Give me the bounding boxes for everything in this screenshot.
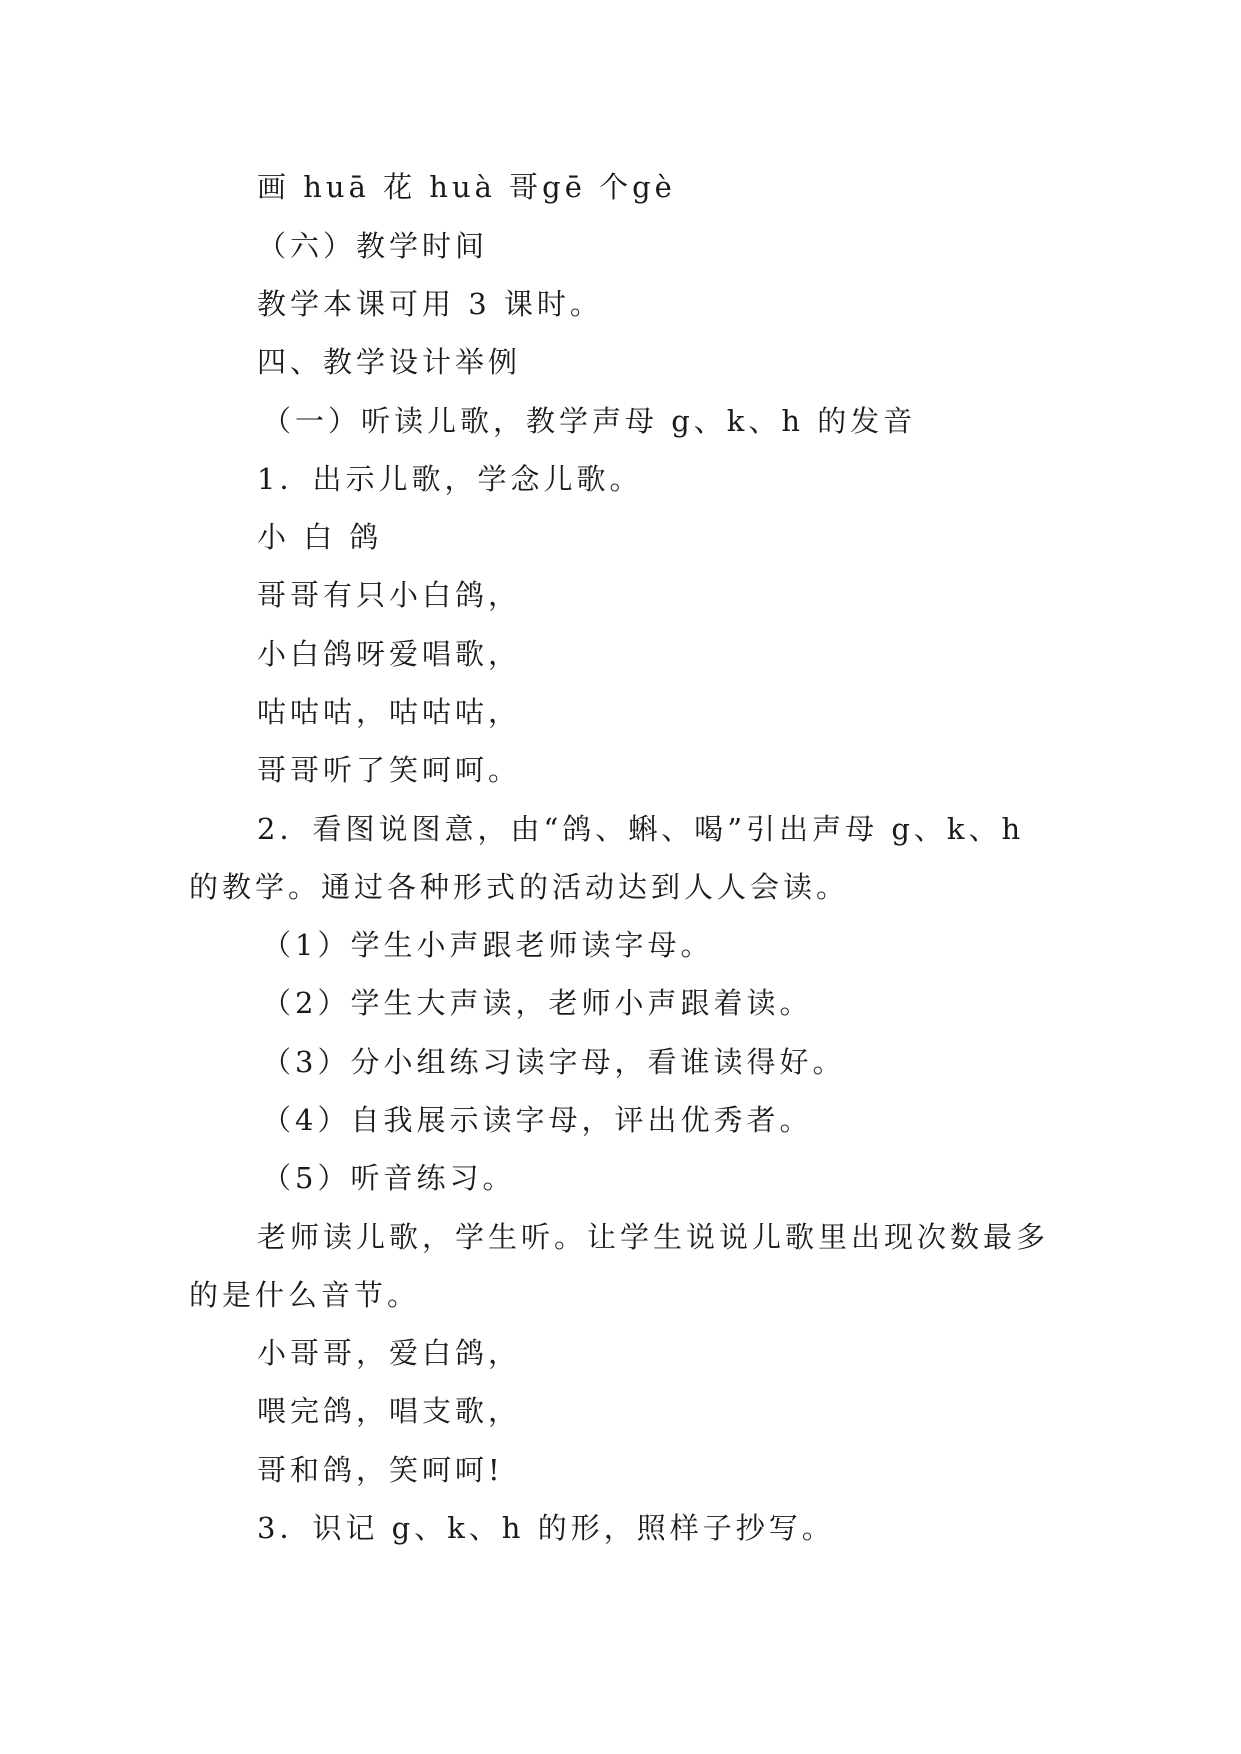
- poem-line-1: 哥哥有只小白鸽，: [257, 578, 522, 612]
- section-heading-teaching-time: （六）教学时间: [257, 229, 489, 263]
- poem-title: 小 白 鸽: [257, 520, 383, 554]
- poem-line-2: 小白鸽呀爱唱歌，: [257, 637, 522, 671]
- listening-instruction: 老师读儿歌，学生听。让学生说说儿歌里出现次数最多: [257, 1220, 1050, 1254]
- poem-line-4: 哥哥听了笑呵呵。: [257, 753, 522, 787]
- activity-item-4: （4）自我展示读字母，评出优秀者。: [262, 1103, 813, 1137]
- step-2-line: 2．看图说图意，由“鸽、蝌、喝”引出声母 g、k、h: [257, 812, 1025, 846]
- activity-item-1: （1）学生小声跟老师读字母。: [262, 928, 714, 962]
- pinyin-examples-line: 画 huā 花 huà 哥gē 个gè: [257, 170, 676, 204]
- rhyme-line-3: 哥和鸽，笑呵呵!: [257, 1453, 504, 1487]
- activity-item-2: （2）学生大声读，老师小声跟着读。: [262, 986, 813, 1020]
- section-heading-design-examples: 四、教学设计举例: [257, 345, 522, 379]
- listening-instruction-continuation: 的是什么音节。: [189, 1278, 421, 1312]
- step-2-continuation: 的教学。通过各种形式的活动达到人人会读。: [189, 870, 850, 904]
- poem-line-3: 咕咕咕，咕咕咕，: [257, 695, 522, 729]
- step-1-line: 1．出示儿歌，学念儿歌。: [257, 462, 643, 496]
- paragraph-class-hours: 教学本课可用 3 课时。: [257, 287, 603, 321]
- rhyme-line-1: 小哥哥，爱白鸽，: [257, 1336, 522, 1370]
- step-3-line: 3．识记 g、k、h 的形，照样子抄写。: [257, 1511, 835, 1545]
- activity-item-5: （5）听音练习。: [262, 1161, 516, 1195]
- activity-item-3: （3）分小组练习读字母，看谁读得好。: [262, 1045, 846, 1079]
- subsection-heading-listen-read: （一）听读儿歌，教学声母 g、k、h 的发音: [262, 404, 917, 438]
- rhyme-line-2: 喂完鸽，唱支歌，: [257, 1394, 522, 1428]
